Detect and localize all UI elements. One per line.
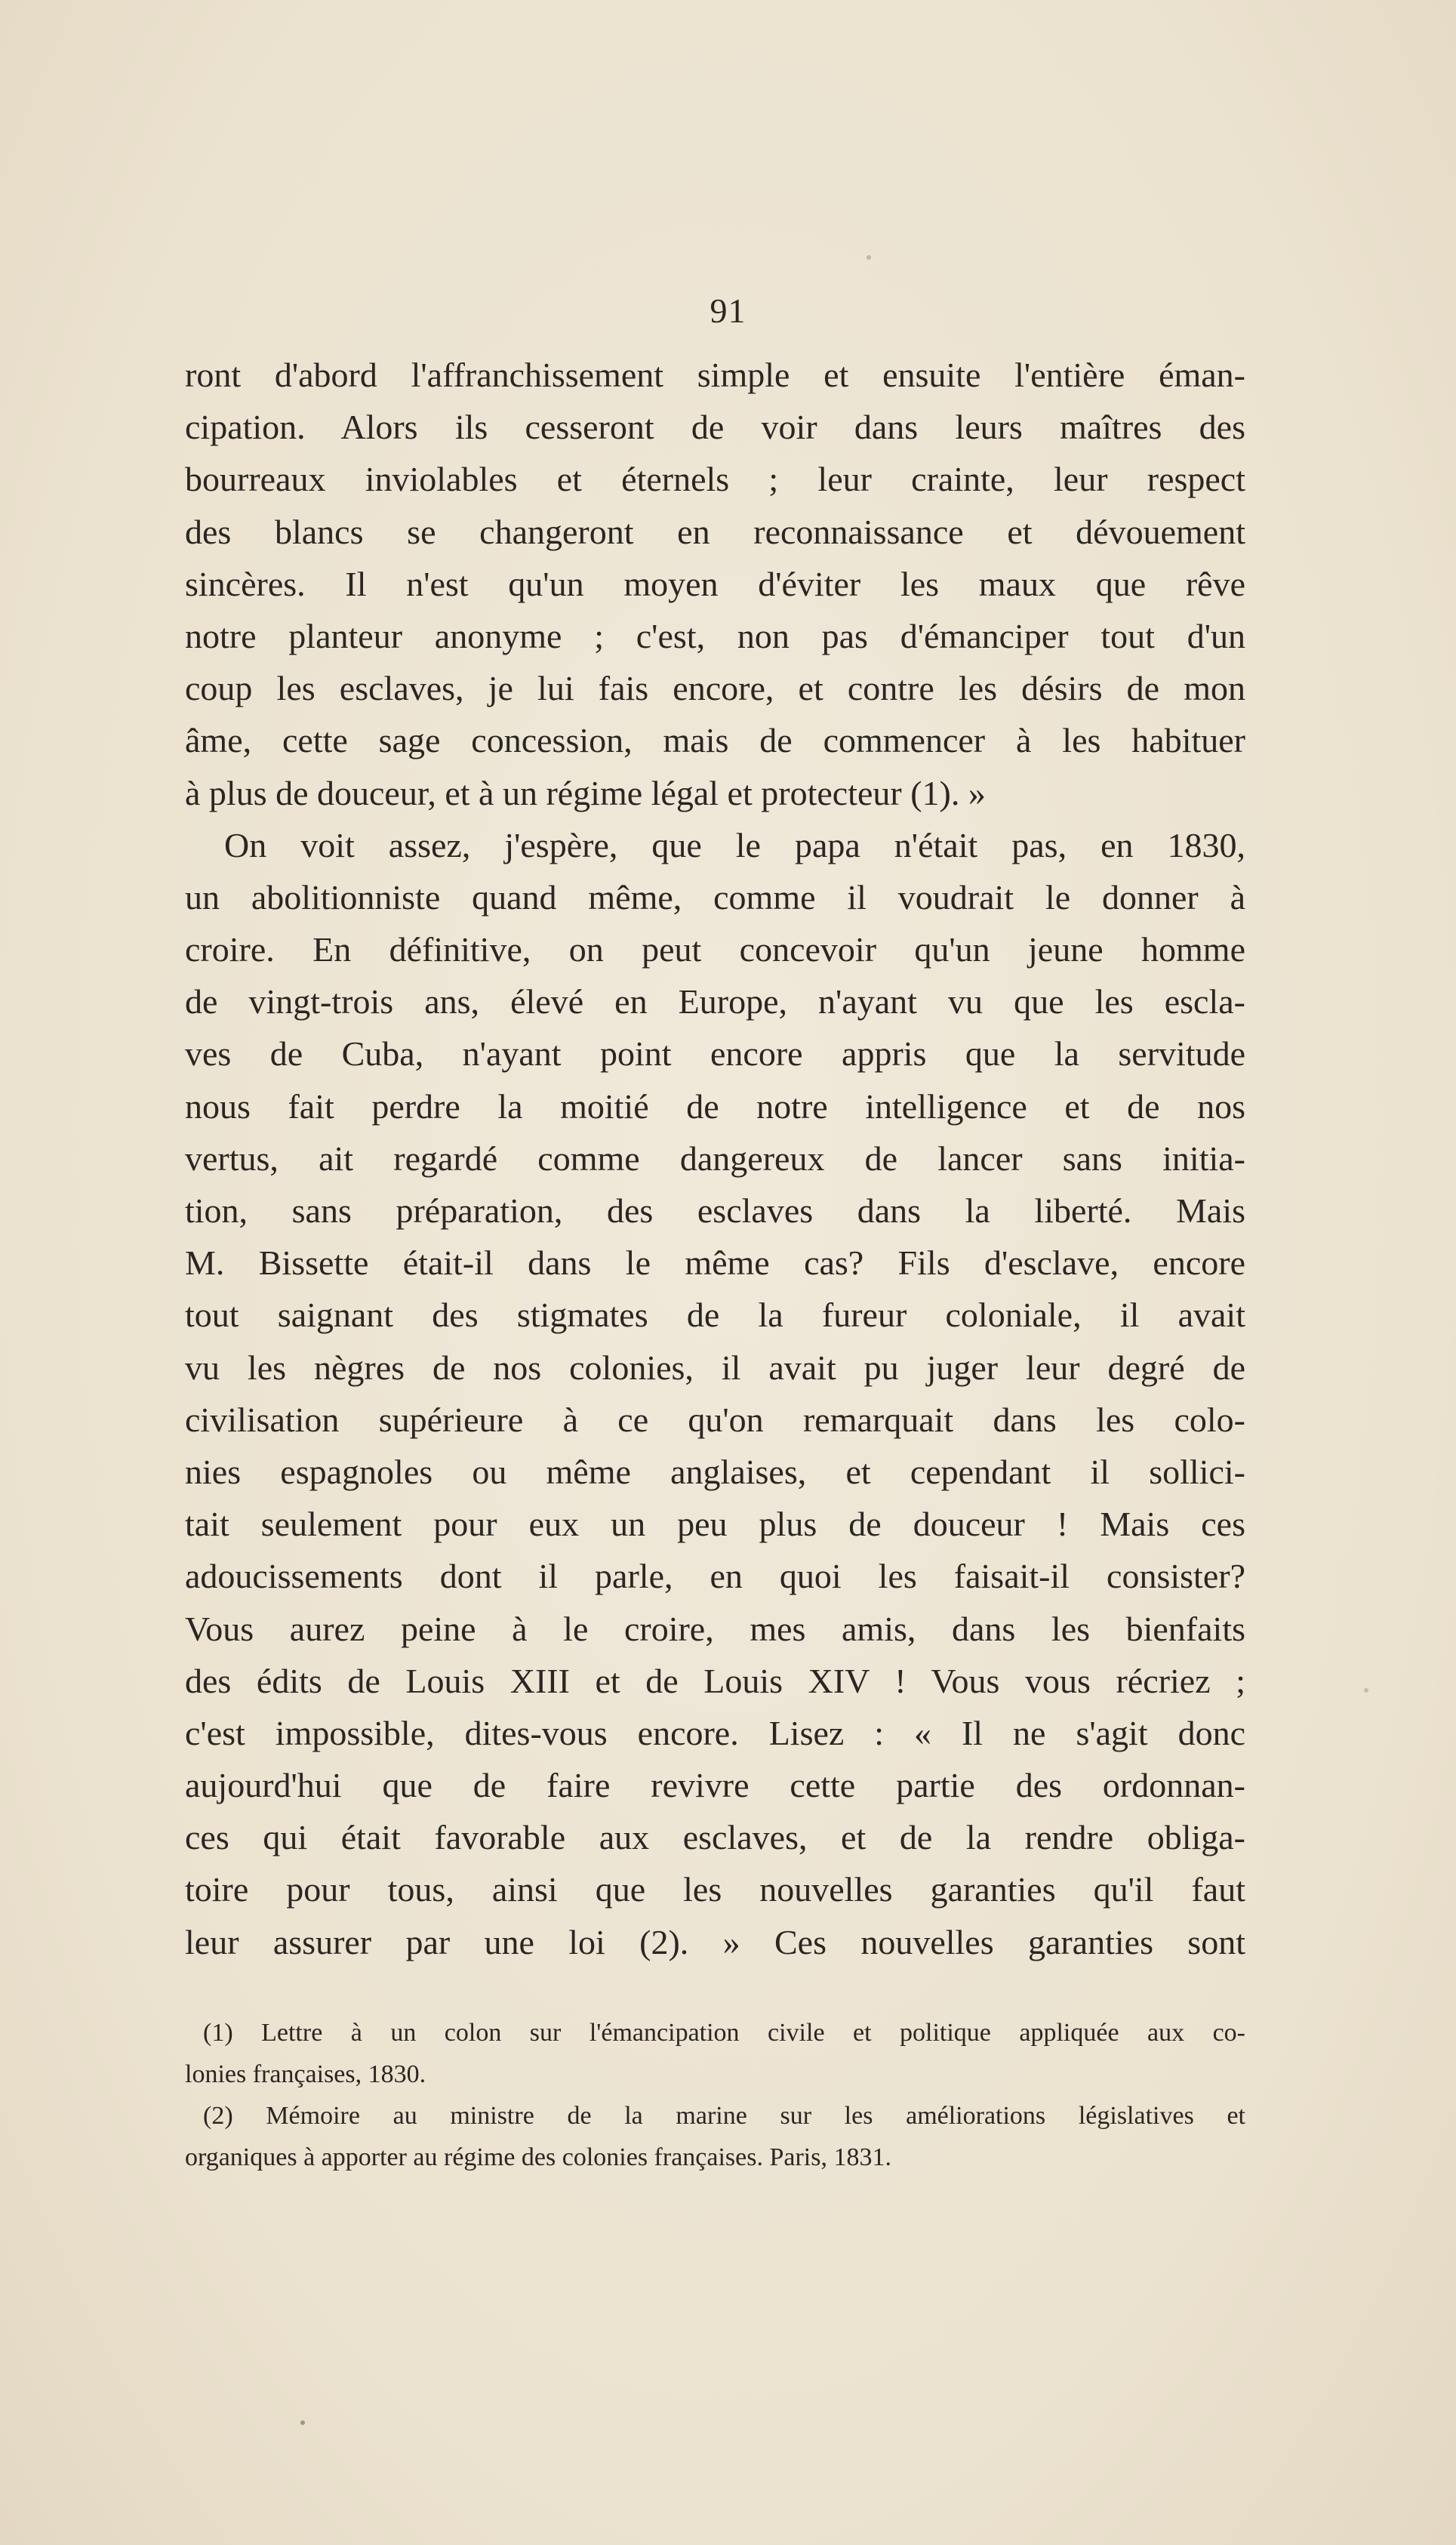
text-line: ves de Cuba, n'ayant point encore appris que la servitude [185, 1034, 1245, 1074]
text-line: cipation. Alors ils cesseront de voir dans leurs maîtres des [185, 408, 1245, 447]
text-line: adoucissements dont il parle, en quoi les faisait-il consister? [185, 1557, 1245, 1596]
text-line: des blancs se changeront en reconnaissance et dévouement [185, 512, 1245, 551]
body-text [185, 349, 1245, 1968]
text-line: c'est impossible, dites-vous encore. Lisez : « Il ne s'agit donc [185, 1713, 1245, 1752]
paper-speck [300, 2420, 305, 2425]
footnote-line: (1) Lettre à un colon sur l'émancipation civile et politique appliquée aux co- [203, 2019, 1245, 2047]
text-line: bourreaux inviolables et éternels ; leur crainte, leur respect [185, 460, 1245, 499]
text-line: ces qui était favorable aux esclaves, et de la rendre obliga- [185, 1818, 1245, 1857]
text-line: tion, sans préparation, des esclaves dans la liberté. Mais [185, 1191, 1245, 1230]
text-line: On voit assez, j'espère, que le papa n'était pas, en 1830, [224, 825, 1245, 864]
text-line: sincères. Il n'est qu'un moyen d'éviter les maux que rêve [185, 564, 1245, 603]
text-line: coup les esclaves, je lui fais encore, et contre les désirs de mon [185, 669, 1245, 708]
text-line: tait seulement pour eux un peu plus de douceur ! Mais ces [185, 1505, 1245, 1544]
text-line: de vingt-trois ans, élevé en Europe, n'ayant vu que les escla- [185, 982, 1245, 1021]
text-line: vertus, ait regardé comme dangereux de lancer sans initia- [185, 1138, 1245, 1178]
paper-speck [1364, 1688, 1368, 1693]
footnotes [185, 2012, 1245, 2178]
footnote-line: lonies françaises, 1830. [185, 2060, 426, 2088]
text-line: croire. En définitive, on peut concevoir qu'un jeune homme [185, 930, 1245, 969]
footnote-line: organiques à apporter au régime des colonies françaises. Paris, 1831. [185, 2143, 891, 2171]
text-line: leur assurer par une loi (2). » Ces nouvelles garanties sont [185, 1922, 1245, 1961]
text-line: civilisation supérieure à ce qu'on remarquait dans les colo- [185, 1400, 1245, 1439]
text-line: Vous aurez peine à le croire, mes amis, dans les bienfaits [185, 1609, 1245, 1648]
footnote-line: (2) Mémoire au ministre de la marine sur les améliorations législatives et [203, 2102, 1245, 2130]
text-line: nies espagnoles ou même anglaises, et cependant il sollici- [185, 1452, 1245, 1491]
text-line: âme, cette sage concession, mais de commencer à les habituer [185, 721, 1245, 760]
text-line: à plus de douceur, et à un régime légal et protecteur (1). » [185, 773, 986, 812]
text-line: nous fait perdre la moitié de notre intelligence et de nos [185, 1086, 1245, 1126]
text-line: des édits de Louis XIII et de Louis XIV ! Vous vous récriez ; [185, 1661, 1245, 1700]
text-line: notre planteur anonyme ; c'est, non pas d'émanciper tout d'un [185, 616, 1245, 655]
text-line: toire pour tous, ainsi que les nouvelles garanties qu'il faut [185, 1870, 1245, 1909]
page-number: 91 [710, 291, 746, 330]
text-line: aujourd'hui que de faire revivre cette partie des ordonnan- [185, 1766, 1245, 1805]
text-line: un abolitionniste quand même, comme il voudrait le donner à [185, 877, 1245, 917]
paper-speck [867, 255, 871, 260]
text-line: M. Bissette était-il dans le même cas? Fils d'esclave, encore [185, 1243, 1245, 1283]
text-line: ront d'abord l'affranchissement simple et ensuite l'entière éman- [185, 356, 1245, 394]
text-line: tout saignant des stigmates de la fureur coloniale, il avait [185, 1296, 1245, 1335]
text-line: vu les nègres de nos colonies, il avait pu juger leur degré de [185, 1348, 1245, 1387]
